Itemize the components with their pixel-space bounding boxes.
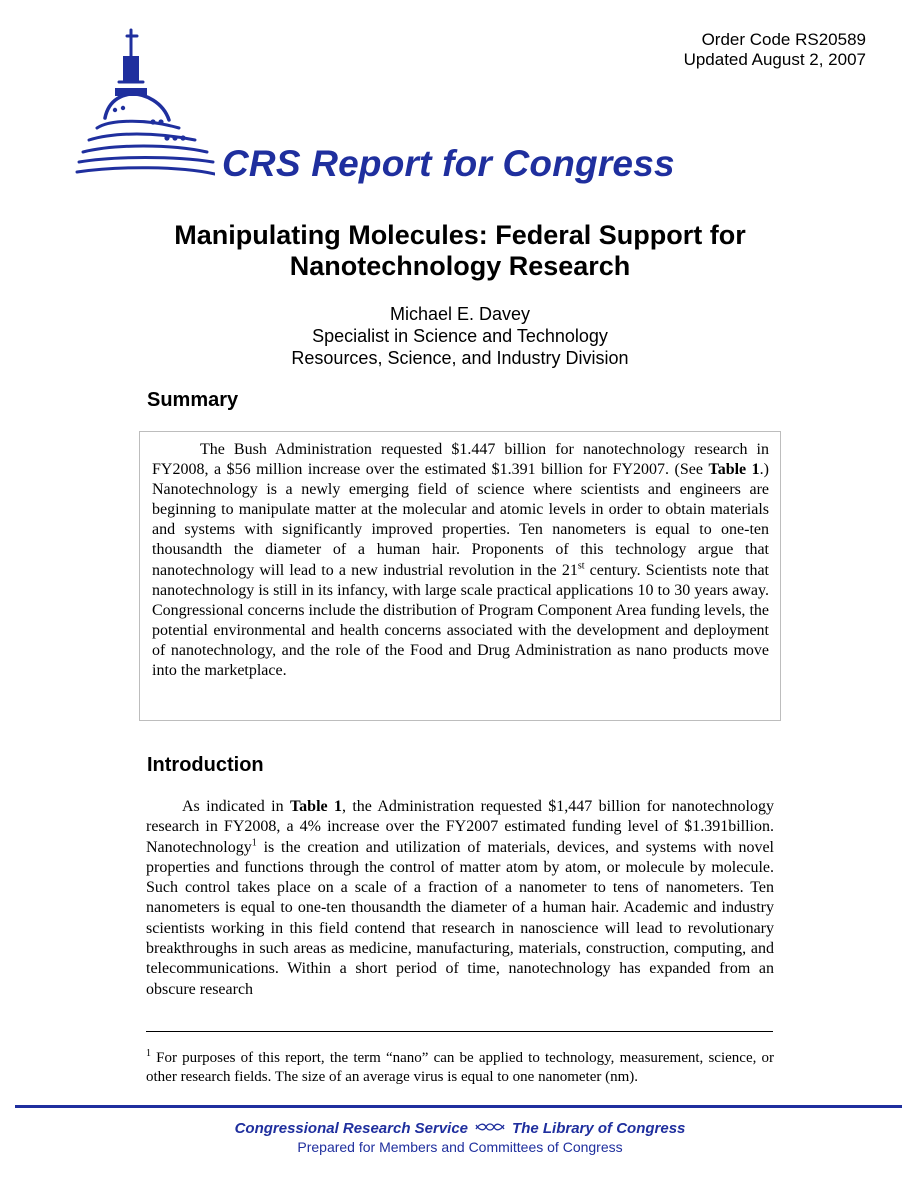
crs-report-brand: CRS Report for Congress [222, 143, 675, 184]
order-code: Order Code RS20589 [701, 30, 866, 49]
title-line-1: Manipulating Molecules: Federal Support for [174, 220, 746, 250]
footnote-divider [146, 1031, 773, 1032]
order-code-block [684, 30, 866, 70]
title-line-2: Nanotechnology Research [289, 251, 631, 281]
intro-table-ref: Table 1 [289, 798, 342, 815]
summary-text-2: .) Nanotechnology is a newly emerging field of science where scientists and engineers are beginning to manipulate matter at the molecular and atomic levels in order to obtain materials and systems with significantly improved properties. Ten nanometers is equal to one-ten thousandth the diameter of a human hair. Proponents of this technology argue that nanotechnology will lead to a new industrial revolution in the 21 [152, 461, 769, 579]
introduction-paragraph [146, 797, 774, 1000]
summary-paragraph [152, 440, 769, 681]
summary-text-3: century. Scientists note that nanotechnology is still in its infancy, with large scale practical applications 10 to 30 years away. Congressional concerns include the distribution of Program Component Area funding levels, the potential environmental and health concerns associated with the development and deployment of nanotechnology, and the role of the Food and Drug Administration as nano products move into the marketplace. [152, 561, 770, 680]
summary-text-1: The Bush Administration requested $1.447 billion for nanotechnology research in FY2008, a $56 million increase over the estimated $1.391 billion for FY2007. (See [152, 441, 769, 479]
footer-line-1 [0, 1120, 920, 1137]
author-name: Michael E. Davey [389, 304, 531, 324]
summary-table-ref: Table 1 [708, 461, 760, 479]
intro-text-2: , the Administration requested $1,447 billion for nanotechnology research in FY2008, a 4% increase over the FY2007 estimated funding level of $1.391billion. Nanotechnology [146, 798, 775, 856]
summary-superscript: st [577, 560, 585, 572]
footnote-text: For purposes of this report, the term “nano” can be applied to technology, measurement, science, or other research fields. The size of an average virus is equal to one nanometer (nm). [146, 1050, 774, 1085]
author-division: Resources, Science, and Industry Division [291, 348, 629, 368]
footer-line-2: Prepared for Members and Committees of Congress [297, 1139, 623, 1155]
footnote-1 [146, 1049, 774, 1087]
footnote-number: 1 [146, 1048, 151, 1059]
ornament-icon [474, 1120, 506, 1137]
footnote-ref-1: 1 [251, 837, 257, 849]
footer-loc: The Library of Congress [512, 1120, 686, 1137]
author-role: Specialist in Science and Technology [312, 326, 608, 346]
intro-text-1: As indicated in [182, 798, 290, 815]
capitol-dome-logo-icon [75, 28, 215, 193]
author-block [0, 303, 920, 369]
footer-crs: Congressional Research Service [234, 1120, 469, 1137]
summary-heading: Summary [147, 389, 239, 411]
intro-text-3: is the creation and utilization of materials, devices, and systems with novel properties and functions through the control of matter atom by atom, or molecule by molecule. Such control takes place on a scale of a fraction of a nanometer to tens of nanometers. Ten nanometers is equal to one-ten thousandth the diameter of a human hair. Academic and industry scientists working in this field contend that research in nanoscience will lead to revolutionary breakthroughs in such areas as medicine, manufacturing, materials, construction, computing, and telecommunications. Within a short period of time, nanotechnology has expanded from an obscure research [146, 838, 774, 998]
document-title [0, 220, 920, 282]
introduction-heading: Introduction [147, 754, 264, 776]
footer-divider [15, 1105, 902, 1108]
updated-date: Updated August 2, 2007 [683, 50, 866, 69]
